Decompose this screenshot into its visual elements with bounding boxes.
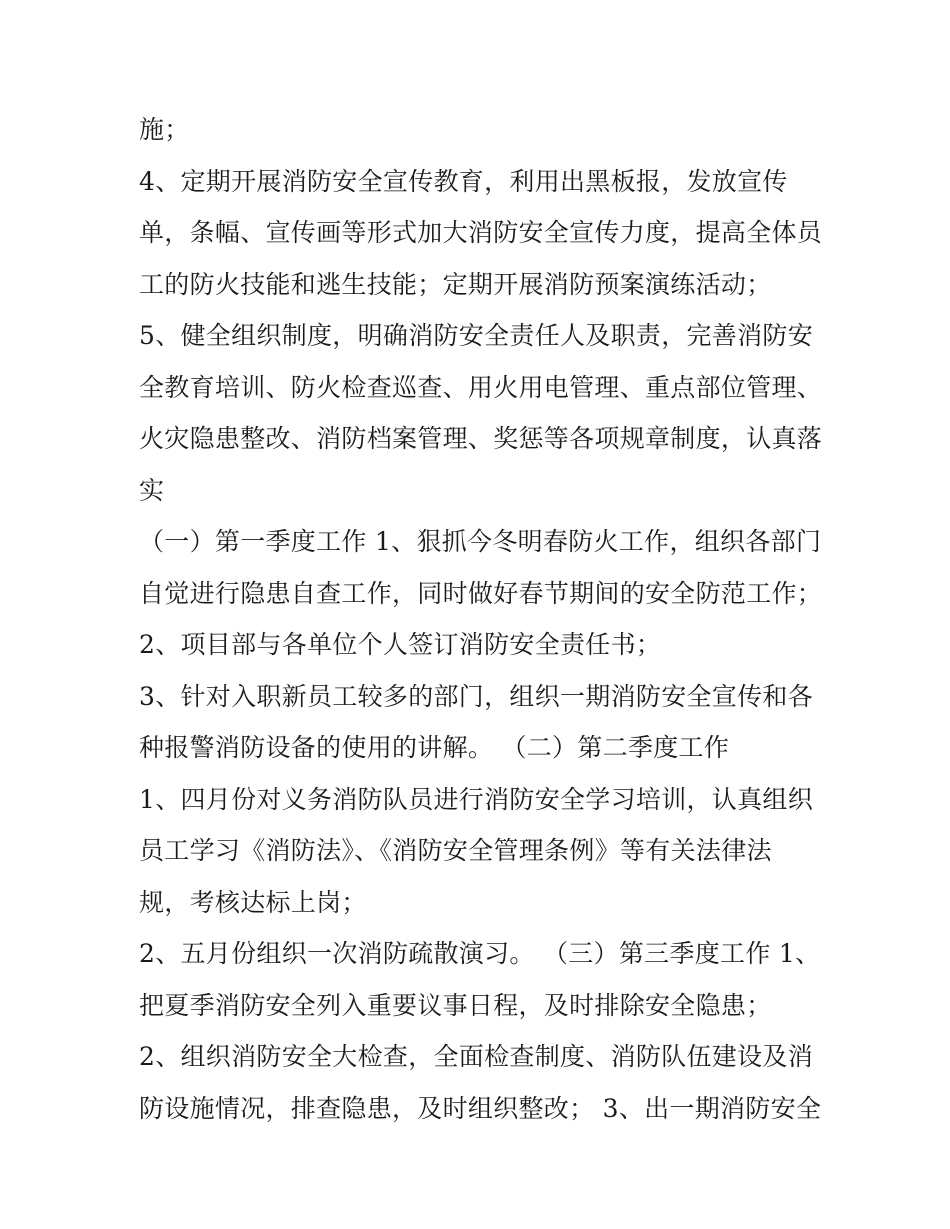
text-line: （一）第一季度工作 1、狠抓今冬明春防火工作，组织各部门 <box>139 527 822 556</box>
text-line: 5、健全组织制度，明确消防安全责任人及职责，完善消防安 <box>139 321 814 350</box>
text-line: 2、五月份组织一次消防疏散演习。 （三）第三季度工作 1、 <box>139 939 821 968</box>
text-line: 把夏季消防安全列入重要议事日程，及时排除安全隐患； <box>139 990 772 1020</box>
text-line: 工的防火技能和逃生技能；定期开展消防预案演练活动； <box>139 269 772 299</box>
text-line: 2、组织消防安全大检查，全面检查制度、消防队伍建设及消 <box>139 1042 814 1071</box>
text-line: 全教育培训、防火检查巡查、用火用电管理、重点部位管理、 <box>139 372 823 402</box>
text-line: 规，考核达标上岗； <box>139 887 367 917</box>
document-body <box>139 104 823 1134</box>
text-line: 实 <box>139 475 165 505</box>
text-line: 火灾隐患整改、消防档案管理、奖惩等各项规章制度，认真落 <box>139 424 823 453</box>
text-line: 4、定期开展消防安全宣传教育，利用出黑板报，发放宣传 <box>139 166 788 196</box>
text-line: 2、项目部与各单位个人签订消防安全责任书； <box>139 630 662 659</box>
text-line: 施； <box>139 115 190 144</box>
text-line: 3、针对入职新员工较多的部门，组织一期消防安全宣传和各 <box>139 681 814 711</box>
text-line: 防设施情况，排查隐患，及时组织整改； 3、出一期消防安全 <box>139 1093 822 1123</box>
text-line: 自觉进行隐患自查工作，同时做好春节期间的安全防范工作； <box>139 578 823 608</box>
text-line: 1、四月份对义务消防队员进行消防安全学习培训，认真组织 <box>139 784 814 814</box>
text-line: 种报警消防设备的使用的讲解。 （二）第二季度工作 <box>139 733 730 762</box>
text-line: 单，条幅、宣传画等形式加大消防安全宣传力度，提高全体员 <box>139 218 823 247</box>
text-line: 员工学习《消防法》、《消防安全管理条例》等有关法律法 <box>139 836 772 865</box>
